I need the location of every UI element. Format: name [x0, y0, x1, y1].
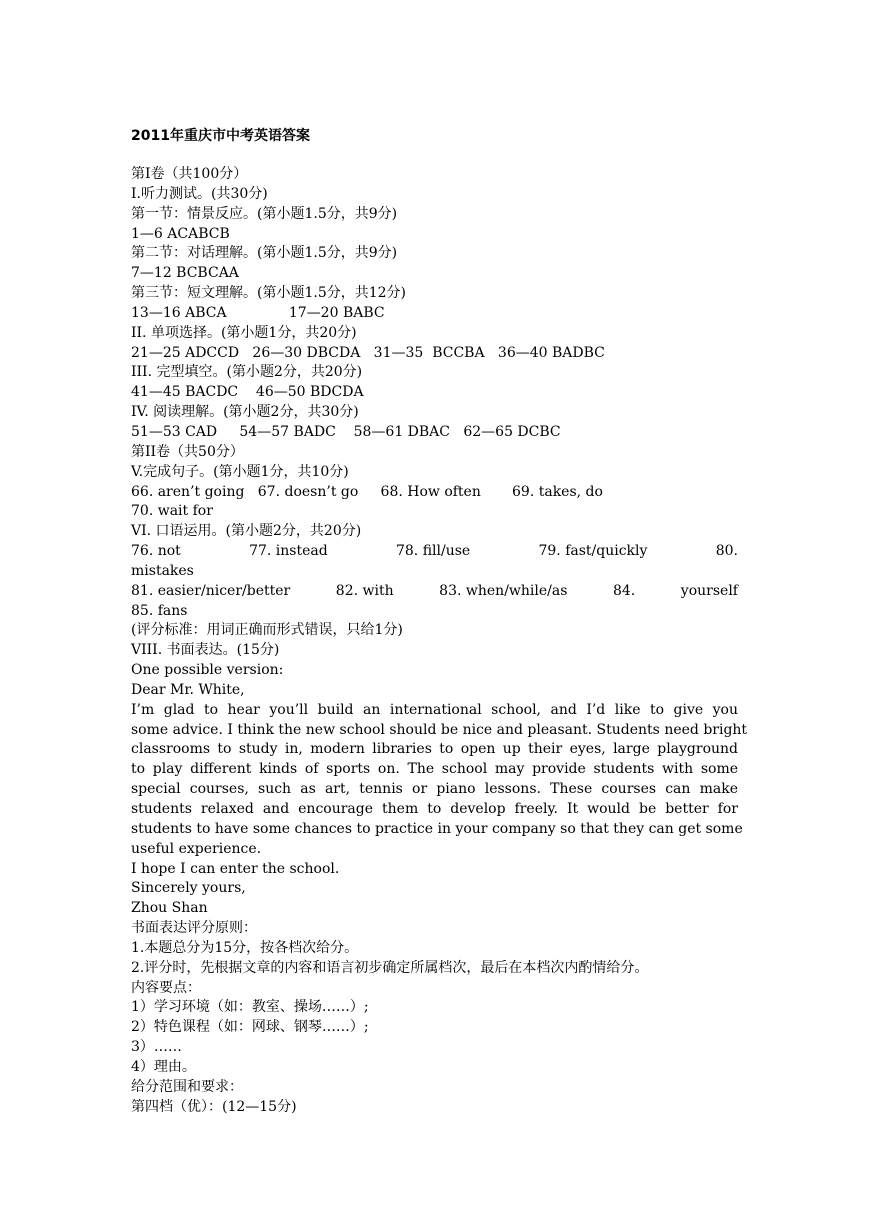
section-heading: 内容要点：: [131, 979, 201, 996]
section-heading: 第三节：短文理解。(第小题1.5分，共12分): [131, 285, 407, 302]
section-heading: VIII. 书面表达。(15分): [131, 642, 280, 659]
letter-line: [131, 701, 738, 721]
letter-salutation: Dear Mr. White,: [131, 681, 245, 698]
section-heading: III. 完型填空。(第小题2分，共20分): [131, 364, 363, 381]
section-heading: 第Ⅰ卷（共100分）: [131, 166, 248, 182]
scoring-note-part: 正确而形式错误，只给1分): [234, 622, 403, 639]
letter-text: to play different kinds of sports on. The school may provide students with some: [131, 761, 738, 778]
letter-line: [131, 760, 738, 780]
answer-line: 13—16 ABCA 17—20 BABC: [131, 304, 385, 321]
answer-item: 82. with: [335, 582, 394, 599]
section-heading: IV. 阅读理解。(第小题2分，共30分): [131, 404, 359, 421]
letter-text: I’m glad to hear you’ll build an international school, and I’d like to give you: [131, 701, 738, 718]
answer-line: 41—45 BACDC 46—50 BDCDA: [131, 384, 364, 401]
letter-line: I hope I can enter the school.: [131, 860, 340, 877]
scoring-note: [131, 621, 738, 641]
answer-line: 66. aren’t going 67. doesn’t go 68. How often 69. takes, do: [131, 483, 603, 500]
answer-line: mistakes: [131, 562, 194, 579]
letter-text: special courses, such as art, tennis or piano lessons. These courses can make: [131, 781, 738, 798]
text-line: One possible version:: [131, 662, 284, 679]
section-heading: V.完成句子。(第小题1分，共10分): [131, 463, 349, 480]
answer-item: 84.: [612, 582, 636, 599]
section-heading: 第II卷（共50分）: [131, 443, 244, 460]
text-line: 1）学习环境（如：教室、操场……）;: [131, 999, 369, 1016]
answer-item: 79. fast/quickly: [538, 543, 648, 560]
section-heading: 第一节：情景反应。(第小题1.5分，共9分): [131, 205, 398, 222]
section-heading: I.听力测试。(共30分): [131, 185, 268, 202]
letter-line: [131, 820, 743, 840]
letter-signature: Zhou Shan: [131, 900, 208, 917]
section-heading: 给分范围和要求：: [131, 1078, 243, 1095]
letter-text: students relaxed and encourage them to develop freely. It would be better for: [131, 801, 738, 817]
text-line: 4）理由。: [131, 1058, 196, 1075]
letter-text: students to have some chances to practice in your company so that they can get some: [131, 820, 743, 837]
letter-line: [131, 721, 748, 741]
document-title: 2011年重庆市中考英语答案: [131, 128, 310, 144]
answer-line: 1—6 ACABCB: [131, 225, 230, 242]
letter-text: some advice. I think the new school should be nice and pleasant. Students need bright: [131, 721, 748, 738]
section-heading: VI. 口语运用。(第小题2分，共20分): [131, 523, 362, 540]
letter-line: [131, 800, 738, 820]
answer-item: 83. when/while/as: [439, 582, 568, 599]
section-heading: 第二节：对话理解。(第小题1.5分，共9分): [131, 245, 398, 262]
text-line: 2.评分时，先根据文章的内容和语言初步确定所属档次，最后在本档次内酌情给分。: [131, 959, 649, 976]
letter-line: [131, 740, 738, 760]
answer-item: 78. fill/use: [395, 543, 471, 560]
text-line: 第四档（优）：(12—15分): [131, 1098, 297, 1115]
answer-row-81-84: [131, 582, 738, 602]
answer-item: 81. easier/nicer/better: [131, 582, 291, 599]
answer-item: yourself: [680, 582, 738, 599]
letter-closing: Sincerely yours,: [131, 880, 246, 897]
answer-item: 77. instead: [249, 543, 328, 560]
answer-line: 85. fans: [131, 602, 188, 619]
answer-line: 51—53 CAD 54—57 BADC 58—61 DBAC 62—65 DCBC: [131, 423, 561, 440]
section-heading: 书面表达评分原则：: [131, 920, 257, 937]
answer-item: 76. not: [131, 543, 181, 560]
answer-item: 80.: [715, 543, 738, 560]
text-line: 2）特色课程（如：网球、钢琴……）;: [131, 1019, 369, 1036]
letter-line: [131, 780, 738, 800]
letter-text: classrooms to study in, modern libraries to open up their eyes, large playground: [131, 741, 738, 758]
answer-line: 70. wait for: [131, 503, 213, 520]
answer-content: [131, 165, 748, 1118]
text-line: 1.本题总分为15分，按各档次给分。: [131, 939, 359, 956]
answer-line: 7—12 BCBCAA: [131, 265, 239, 282]
answer-row-76-80: [131, 542, 738, 562]
letter-line: useful experience.: [131, 840, 262, 857]
answer-line: 21—25 ADCCD 26—30 DBCDA 31—35 BCCBA 36—40 BADBC: [131, 344, 605, 361]
text-line: 3）……: [131, 1039, 182, 1056]
scoring-note-part: (评分标准：用词: [131, 622, 235, 639]
section-heading: II. 单项选择。(第小题1分，共20分): [131, 324, 357, 341]
